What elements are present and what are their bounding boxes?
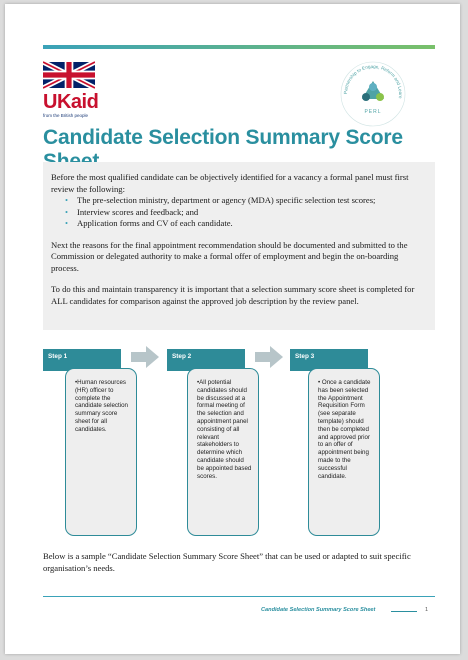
page-footer: [261, 607, 441, 619]
intro-paragraph-1: Before the most qualified candidate can be objectively identified for a vacancy a formal panel must first review the following:: [51, 172, 409, 194]
top-accent-bar: [43, 45, 435, 49]
svg-text:PERL: PERL: [364, 109, 382, 115]
document-page: [5, 4, 460, 654]
union-flag-icon: [43, 60, 95, 90]
footer-divider: [43, 596, 435, 597]
step-3-body: • Once a candidate has been selected the Appointment Requisition Form (see separate template) should then be completed and approved prior to an offer of appointment being made to the successful candidate.: [308, 368, 380, 536]
step-1-body: •Human resources (HR) officer to complete the candidate selection summary score sheet for all candidates.: [65, 368, 137, 536]
perl-logo: [338, 59, 408, 129]
list-item: • Interview scores and feedback; and: [77, 207, 427, 219]
footer-rule: [391, 611, 417, 612]
outro-paragraph: Below is a sample “Candidate Selection Summary Score Sheet” that can be used or adapted to suit specific organisation’s needs.: [43, 551, 411, 573]
step-3-header: Step 3: [290, 349, 368, 371]
page-title: Candidate Selection Summary Score: [43, 126, 403, 149]
step-1-header: Step 1: [43, 349, 121, 371]
intro-box: [43, 162, 435, 330]
intro-paragraph-2: Next the reasons for the final appointment recommendation should be documented and submitted to the Commission or delegated authority to make a formal offer of employment and begin the on-boarding process.: [51, 239, 408, 273]
step-2-body: •All potential candidates should be discussed at a formal meeting of the selection and appointment panel consisting of all relevant stakeholders to determine which candidate should be appointed based scores.: [187, 368, 259, 536]
footer-title: Candidate Selection Summary Score Sheet: [261, 607, 376, 613]
right-arrow-icon: [131, 346, 159, 368]
right-arrow-icon: [255, 346, 283, 368]
list-item: • Application forms and CV of each candidate.: [77, 218, 427, 230]
ukaid-wordmark: UKaid: [43, 91, 99, 113]
ukaid-tagline: from the British people: [43, 113, 89, 118]
step-2-header: Step 2: [167, 349, 245, 371]
intro-bullet-list: [51, 195, 427, 230]
page-number: 1: [425, 607, 429, 613]
ukaid-logo: [43, 60, 103, 118]
list-item: • The pre-selection ministry, department or agency (MDA) specific selection test scores;: [77, 195, 427, 207]
intro-paragraph-3: To do this and maintain transparency it is important that a selection summary score sheet is completed for ALL candidates for comparison against the approved job description by the review panel.: [51, 284, 415, 306]
svg-text:Partnership to Engage, Reform: Partnership to Engage, Reform and Learn: [342, 63, 404, 99]
